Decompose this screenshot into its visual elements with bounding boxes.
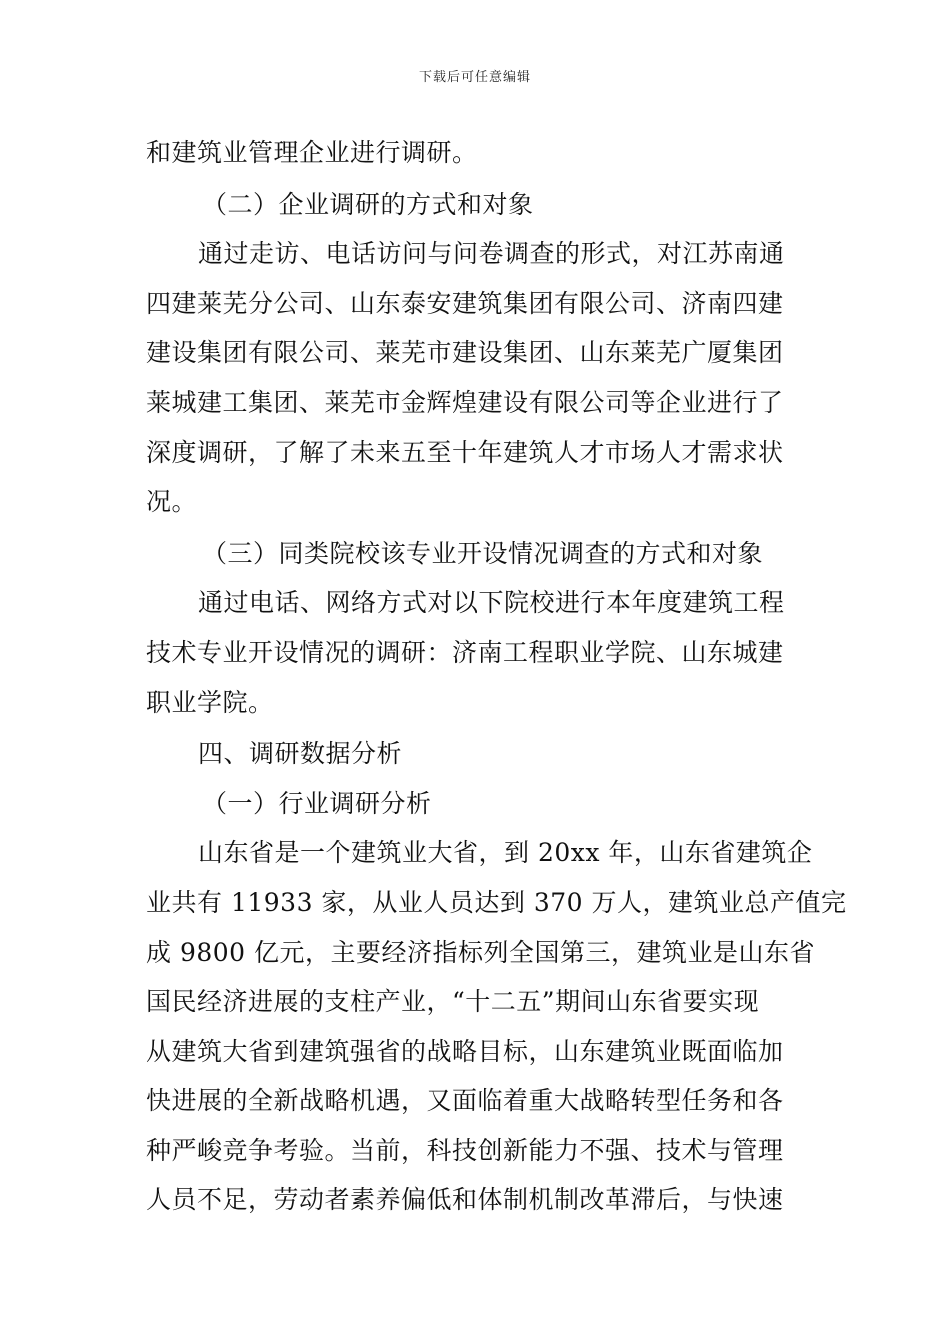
body-line: 通过走访、电话访问与问卷调查的形式，对江苏南通 (198, 239, 785, 269)
body-line: 快进展的全新战略机遇，又面临着重大战略转型任务和各 (146, 1086, 784, 1116)
body-line: 业共有 11933 家，从业人员达到 370 万人，建筑业总产值完 (146, 887, 847, 917)
section-heading: （二）企业调研的方式和对象 (202, 189, 534, 219)
page-header-note: 下载后可任意编辑 (418, 70, 531, 85)
body-line: 况。 (146, 487, 198, 517)
body-line: 四建莱芜分公司、山东泰安建筑集团有限公司、济南四建 (146, 288, 784, 318)
section-heading: （三）同类院校该专业开设情况调查的方式和对象 (202, 538, 764, 568)
body-line: 国民经济进展的支柱产业，“十二五”期间山东省要实现 (146, 987, 760, 1017)
document-body (146, 128, 847, 1225)
body-line: 成 9800 亿元，主要经济指标列全国第三，建筑业是山东省 (146, 937, 816, 967)
body-line: 种严峻竞争考验。当前，科技创新能力不强、技术与管理 (146, 1135, 784, 1165)
body-line: 莱城建工集团、莱芜市金辉煌建设有限公司等企业进行了 (146, 387, 784, 417)
body-line: 职业学院。 (146, 687, 274, 717)
body-line: 深度调研，了解了未来五至十年建筑人才市场人才需求状 (146, 437, 784, 467)
body-line: 山东省是一个建筑业大省，到 20xx 年，山东省建筑企 (198, 838, 813, 868)
section-heading: （一）行业调研分析 (202, 788, 432, 818)
body-line: 通过电话、网络方式对以下院校进行本年度建筑工程 (198, 588, 785, 618)
body-line: 和建筑业管理企业进行调研。 (146, 138, 478, 167)
body-line: 技术专业开设情况的调研：济南工程职业学院、山东城建 (146, 637, 784, 667)
body-line: 建设集团有限公司、莱芜市建设集团、山东莱芜广厦集团 (146, 338, 784, 368)
chapter-heading: 四、调研数据分析 (198, 739, 403, 769)
body-line: 从建筑大省到建筑强省的战略目标，山东建筑业既面临加 (146, 1036, 784, 1066)
body-line: 人员不足，劳动者素养偏低和体制机制改革滞后，与快速 (146, 1185, 784, 1215)
